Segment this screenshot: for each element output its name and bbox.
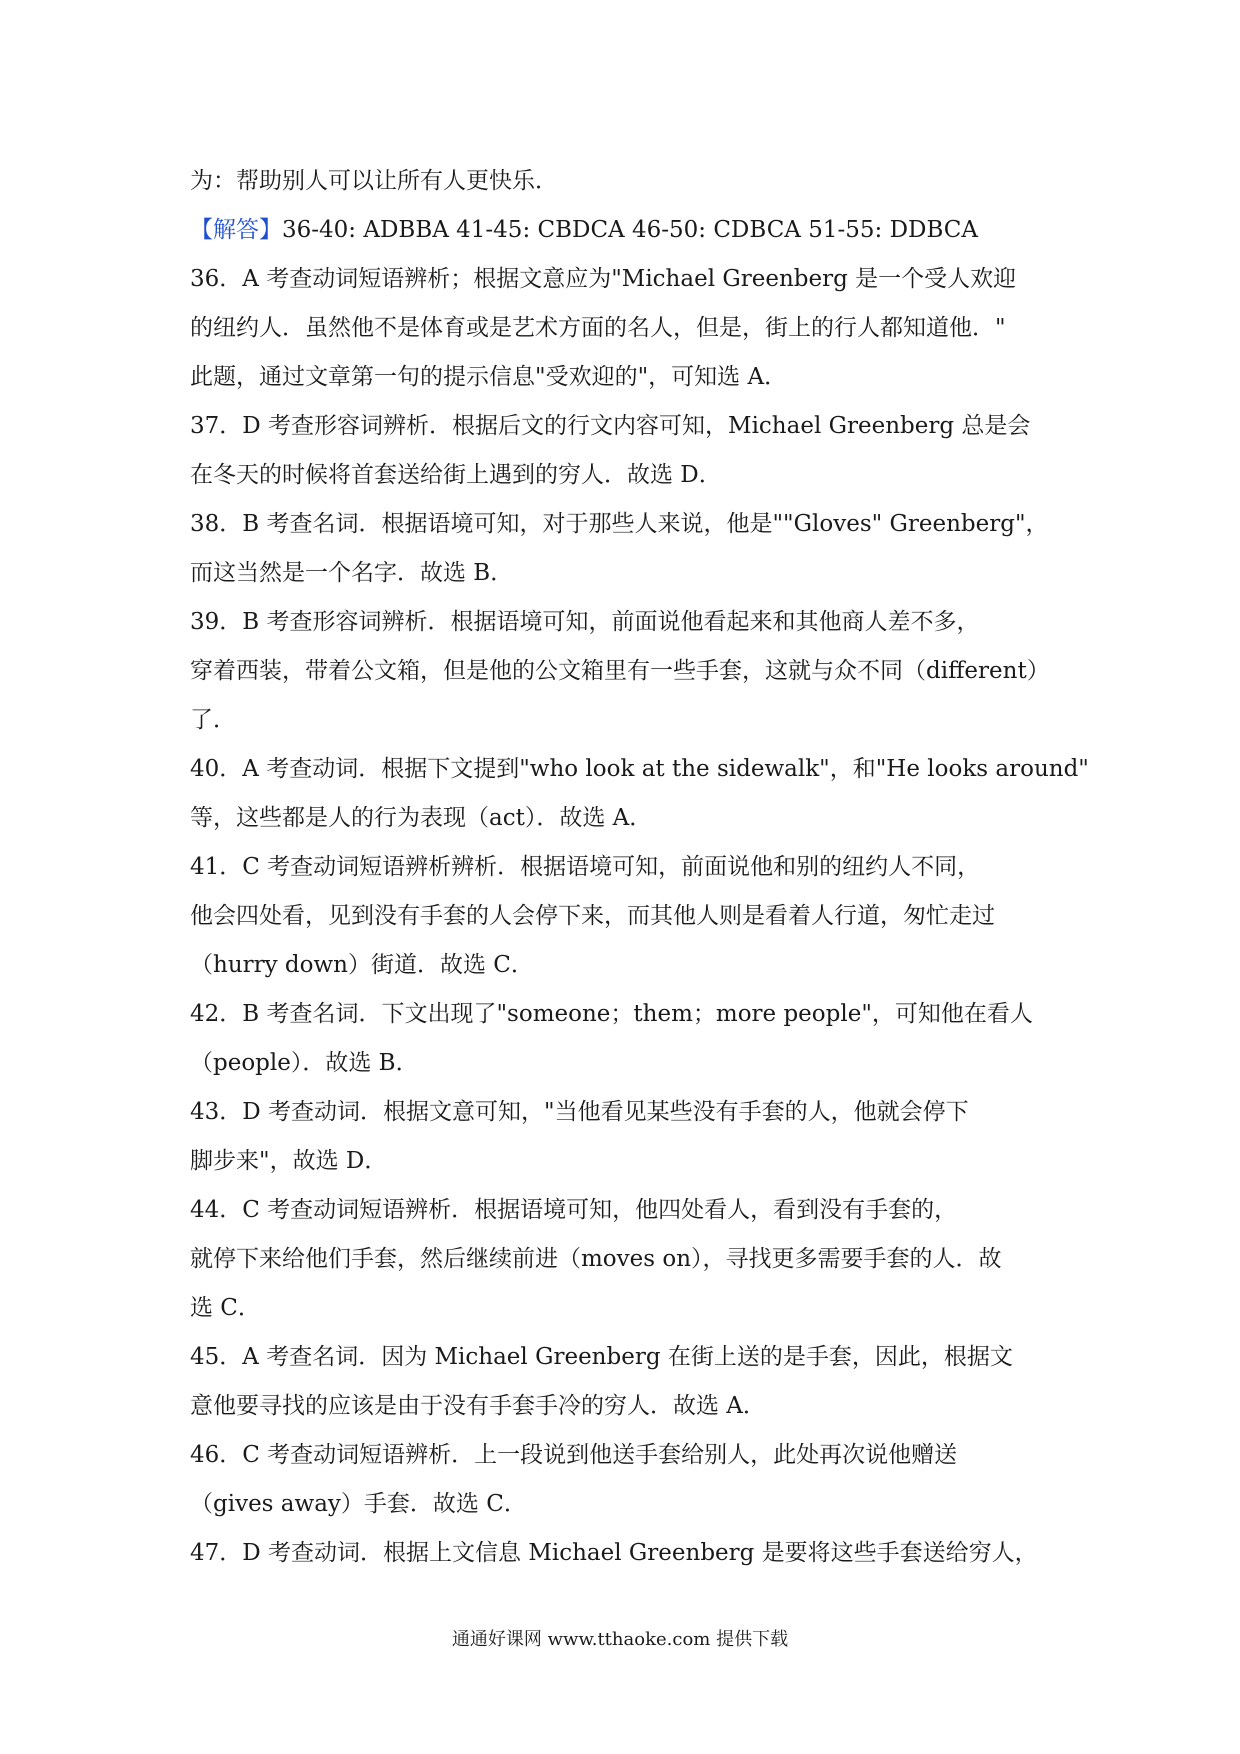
text-line: 穿着西装，带着公文箱，但是他的公文箱里有一些手套，这就与众不同（different） [190,658,1050,684]
text-line: 37．D 考查形容词辨析．根据后文的行文内容可知，Michael Greenberg 总是会 [190,413,1031,439]
text-line: 40．A 考查动词．根据下文提到"who look at the sidewalk"，和"He looks around" [190,756,1089,782]
answer-line [190,206,1060,255]
text-line: 41．C 考查动词短语辨析辨析．根据语境可知，前面说他和别的纽约人不同， [190,854,981,880]
text-line: 43．D 考查动词．根据文意可知，"当他看见某些没有手套的人，他就会停下 [190,1099,969,1125]
document-body [190,157,1089,1578]
text-line: 38．B 考查名词．根据语境可知，对于那些人来说，他是""Gloves" Greenberg"， [190,511,1049,537]
text-line: 46．C 考查动词短语辨析．上一段说到他送手套给别人，此处再次说他赠送 [190,1442,958,1468]
text-line: 意他要寻找的应该是由于没有手套手冷的穷人．故选 A． [190,1393,766,1419]
text-line: 在冬天的时候将首套送给街上遇到的穷人．故选 D． [190,462,722,488]
text-line: 47．D 考查动词．根据上文信息 Michael Greenberg 是要将这些手套送给穷人， [190,1540,1038,1566]
text-line: 45．A 考查名词．因为 Michael Greenberg 在街上送的是手套，因此，根据文 [190,1344,1013,1370]
text-line: （gives away）手套．故选 C． [190,1491,527,1517]
text-line: 了． [190,707,236,733]
text-line: 选 C． [190,1295,261,1321]
text-line: 而这当然是一个名字．故选 B． [190,560,514,586]
answer-label: 【解答】 [190,217,282,243]
text-line: 为：帮助别人可以让所有人更快乐． [190,168,558,194]
text-line: 42．B 考查名词．下文出现了"someone；them；more people"，可知他在看人 [190,1001,1033,1027]
text-line: （hurry down）街道．故选 C． [190,952,534,978]
text-line: 此题，通过文章第一句的提示信息"受欢迎的"，可知选 A． [190,364,788,390]
text-line: 等，这些都是人的行为表现（act）．故选 A． [190,805,653,831]
text-line: （people）．故选 B． [190,1050,419,1076]
page-footer: 通通好课网 www.tthaoke.com 提供下载 [451,1629,789,1650]
text-line: 他会四处看，见到没有手套的人会停下来，而其他人则是看着人行道，匆忙走过 [190,903,995,929]
text-line: 的纽约人．虽然他不是体育或是艺术方面的名人，但是，街上的行人都知道他．" [190,315,1006,341]
text-line: 就停下来给他们手套，然后继续前进（moves on），寻找更多需要手套的人．故 [190,1246,1002,1272]
text-line: 39．B 考查形容词辨析．根据语境可知，前面说他看起来和其他商人差不多， [190,609,980,635]
text-line: 44．C 考查动词短语辨析．根据语境可知，他四处看人，看到没有手套的， [190,1197,958,1223]
answer-key: 36-40: ADBBA 41-45: CBDCA 46-50: CDBCA 51-55: DDBCA [282,217,978,243]
text-line: 脚步来"，故选 D． [190,1148,388,1174]
text-line: 36．A 考查动词短语辨析；根据文意应为"Michael Greenberg 是一个受人欢迎 [190,266,1017,292]
